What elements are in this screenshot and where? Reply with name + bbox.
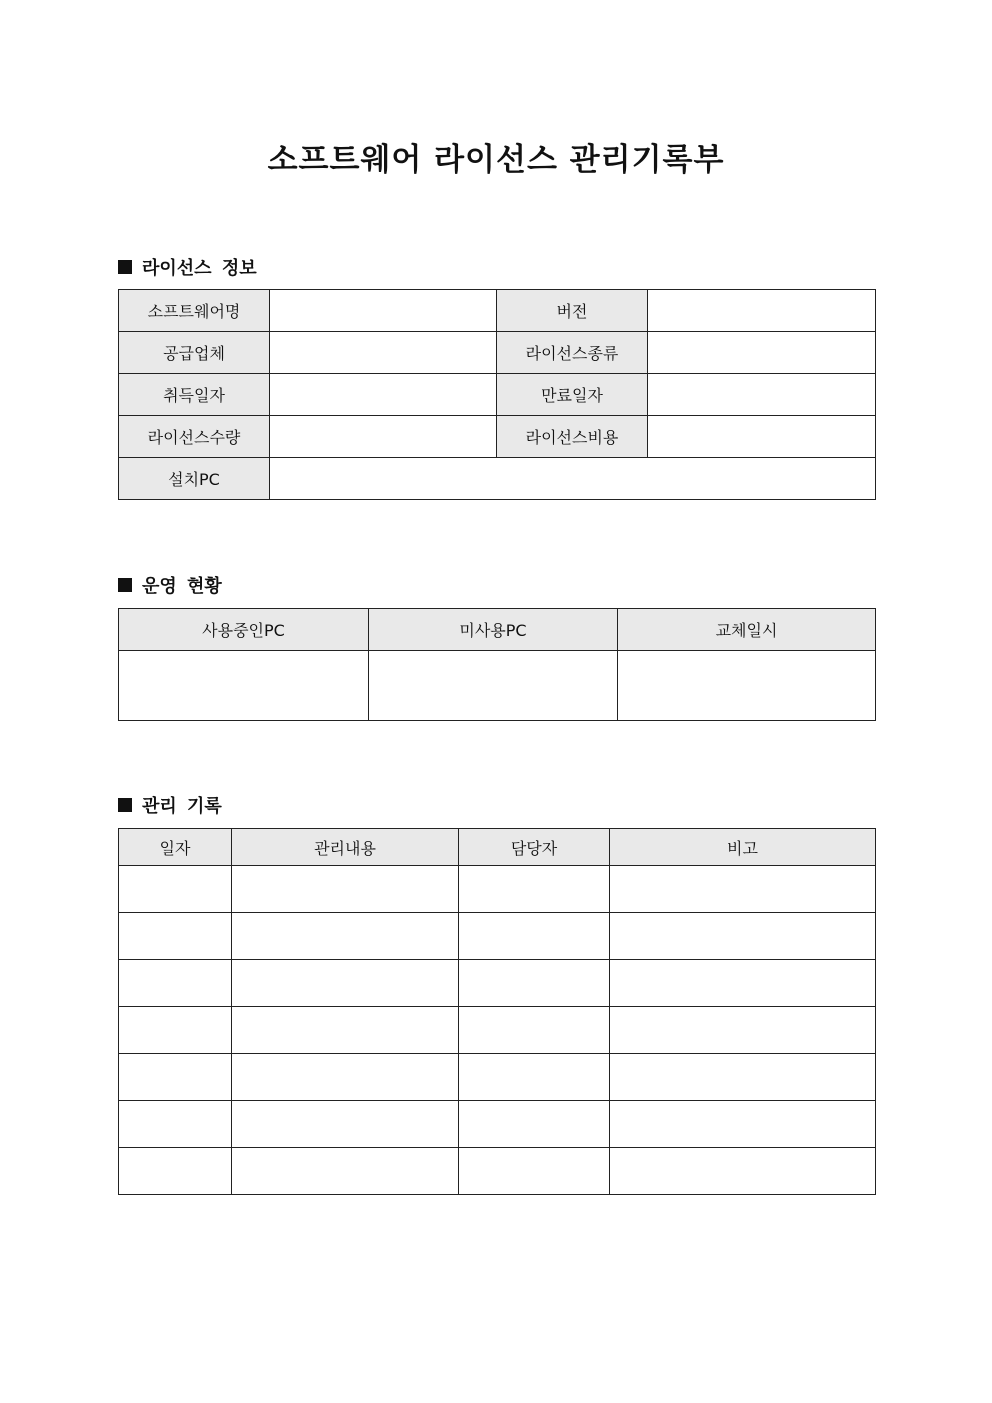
date-cell[interactable] — [119, 1054, 232, 1101]
table-row — [119, 458, 876, 500]
page-title: 소프트웨어 라이선스 관리기록부 — [267, 142, 725, 178]
content-cell[interactable] — [232, 1101, 459, 1148]
table-row — [119, 332, 876, 374]
table-row — [119, 651, 876, 721]
field-label: 취득일자 — [119, 374, 270, 416]
remarks-cell[interactable] — [610, 1101, 876, 1148]
install-pc-field[interactable] — [270, 458, 876, 500]
section-title: 라이선스 정보 — [142, 258, 257, 279]
software-name-field[interactable] — [270, 290, 497, 332]
column-header: 관리내용 — [232, 829, 459, 866]
table-row — [119, 416, 876, 458]
manager-cell[interactable] — [459, 913, 610, 960]
square-bullet-icon — [118, 798, 132, 812]
remarks-cell[interactable] — [610, 1148, 876, 1195]
table-row — [119, 1007, 876, 1054]
section-heading-operation-status — [118, 572, 222, 598]
content-cell[interactable] — [232, 1007, 459, 1054]
content-cell[interactable] — [232, 866, 459, 913]
manager-cell[interactable] — [459, 1007, 610, 1054]
field-label: 라이선스비용 — [497, 416, 648, 458]
content-cell[interactable] — [232, 913, 459, 960]
date-cell[interactable] — [119, 866, 232, 913]
section-heading-license-info — [118, 254, 257, 280]
management-records-table — [118, 828, 876, 1195]
remarks-cell[interactable] — [610, 913, 876, 960]
square-bullet-icon — [118, 260, 132, 274]
in-use-pc-field[interactable] — [119, 651, 369, 721]
table-row — [119, 1054, 876, 1101]
date-cell[interactable] — [119, 1101, 232, 1148]
table-row — [119, 1148, 876, 1195]
table-row — [119, 1101, 876, 1148]
license-quantity-field[interactable] — [270, 416, 497, 458]
manager-cell[interactable] — [459, 1101, 610, 1148]
date-cell[interactable] — [119, 1007, 232, 1054]
table-row — [119, 960, 876, 1007]
column-header: 담당자 — [459, 829, 610, 866]
column-header: 사용중인PC — [119, 609, 369, 651]
field-label: 라이선스종류 — [497, 332, 648, 374]
table-row — [119, 866, 876, 913]
content-cell[interactable] — [232, 960, 459, 1007]
column-header: 일자 — [119, 829, 232, 866]
unused-pc-field[interactable] — [369, 651, 618, 721]
operation-status-table — [118, 608, 876, 721]
content-cell[interactable] — [232, 1054, 459, 1101]
field-label: 만료일자 — [497, 374, 648, 416]
table-row — [119, 290, 876, 332]
replacement-date-field[interactable] — [618, 651, 876, 721]
section-title: 관리 기록 — [142, 796, 222, 817]
vendor-field[interactable] — [270, 332, 497, 374]
field-label: 라이선스수량 — [119, 416, 270, 458]
expiration-date-field[interactable] — [648, 374, 876, 416]
column-header: 미사용PC — [369, 609, 618, 651]
section-heading-management-records — [118, 792, 222, 818]
remarks-cell[interactable] — [610, 960, 876, 1007]
column-header: 교체일시 — [618, 609, 876, 651]
square-bullet-icon — [118, 578, 132, 592]
field-label: 버전 — [497, 290, 648, 332]
section-title: 운영 현황 — [142, 576, 222, 597]
field-label: 공급업체 — [119, 332, 270, 374]
remarks-cell[interactable] — [610, 1007, 876, 1054]
acquisition-date-field[interactable] — [270, 374, 497, 416]
remarks-cell[interactable] — [610, 866, 876, 913]
license-cost-field[interactable] — [648, 416, 876, 458]
manager-cell[interactable] — [459, 1054, 610, 1101]
content-cell[interactable] — [232, 1148, 459, 1195]
field-label: 설치PC — [119, 458, 270, 500]
manager-cell[interactable] — [459, 866, 610, 913]
date-cell[interactable] — [119, 960, 232, 1007]
license-info-table — [118, 289, 876, 500]
date-cell[interactable] — [119, 1148, 232, 1195]
field-label: 소프트웨어명 — [119, 290, 270, 332]
table-header-row — [119, 829, 876, 866]
table-header-row — [119, 609, 876, 651]
version-field[interactable] — [648, 290, 876, 332]
table-row — [119, 374, 876, 416]
column-header: 비고 — [610, 829, 876, 866]
manager-cell[interactable] — [459, 960, 610, 1007]
date-cell[interactable] — [119, 913, 232, 960]
remarks-cell[interactable] — [610, 1054, 876, 1101]
manager-cell[interactable] — [459, 1148, 610, 1195]
table-row — [119, 913, 876, 960]
license-type-field[interactable] — [648, 332, 876, 374]
